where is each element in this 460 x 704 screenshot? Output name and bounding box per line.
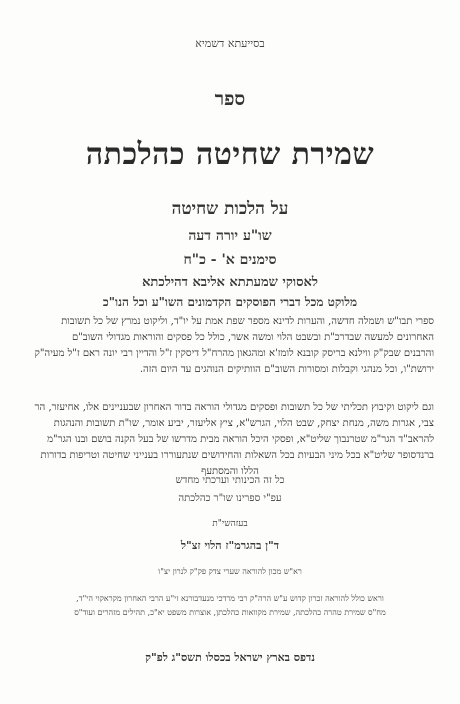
credentials-line: רא"ש מכון להוראה שערי צדק פק"ק לנרון יצ"ו (158, 567, 302, 576)
description-line: ברנדסופר שליט"א בכל מיני הבעיות בכל השאלות והחידושים שנתעוררו בענייני שחיטה וטריפות בדורות (40, 450, 434, 461)
compiled-by-note: כל זה הכינותי וערכתי מחדש (175, 475, 285, 486)
description-paragraph-1 (26, 314, 434, 378)
book-subtitle: על הלכות שחיטה (171, 199, 289, 219)
based-on-note: עפ"י ספרינו שו"ר כהלכתה (178, 493, 282, 504)
description-line: ספרי תבו"ש ושמלה חדשה, והערות לדינא מספר שפת אמת על יו"ד, וליקוט נמרץ של כל תשובות (61, 316, 434, 327)
author-credentials-1 (22, 565, 438, 579)
book-title: שמירת שחיטה כהלכתה (85, 137, 375, 172)
description-line: ירושת"ו, וכל מנהגי וקבלות ומסורות השוב"ם הוותיקים הנוהגים עד היום הזה. (139, 364, 434, 375)
aramaic-tagline: לאסוקי שמעתתא אליבא דהילכתא (142, 275, 318, 290)
with-gods-help: בעזהשי"ת (212, 519, 248, 529)
besiyata-dishmaya: בסייעתא דשמיא (195, 37, 265, 50)
sefer-label: ספר (214, 88, 246, 110)
description-line: הללו והמסתעף (201, 466, 259, 477)
credentials-line: מח"ס שמירת טהרה כהלכתה, שמירת מקוואות כהלכתן, אוצרות משפט יא"כ, תהילים מזהרים ועוד"ס (74, 608, 386, 617)
compilation-note: מלוקט מכל דברי הפוסקים הקדמונים השו"ע וכל הנו"כ (102, 295, 358, 309)
author-name: ד"ן בהגרמ"ז הלוי זצ"ל (180, 539, 280, 552)
description-line: צבי, אגרות משה, מנחת יצחק, שבט הלוי, הגרש"א, ציץ אליעזר, יביע אומר, שו"ת תשובות והנהגות (53, 418, 434, 429)
description-line: והרבנים שבק"ק ווילנא בריסק קובנא לומז'א ומהגאון מהרח"ל דיסקין ז"ל והדיין רבי יונה ראם ז"ל מעיה"ק (34, 348, 434, 359)
description-line: האחרונים למעשה שבדרכ"ת ובשבט הלוי ומשה אשר, כולל כל פסקים והוראות מגדולי השוב"ם (71, 332, 434, 343)
description-paragraph-2 (26, 400, 434, 480)
credentials-line: וראש כולל להוראה זכרון קדוש ע"ש הרה"ק רבי מרדכי מנעדבורנא זי"ע הרבי האחרון מקראקוי הי"ד, (76, 594, 384, 603)
description-line: וגם ליקוט וקיבוץ תכליתי של כל תשובות ופסקים מגדולי הוראה בדור האחרון שבעניינים אלו, אחיעזר, הר (34, 402, 434, 413)
printing-info: נדפס בארץ ישראל בכסלו תשס"ג לפ"ק (145, 651, 315, 664)
simanim-range: סימנים א' - כ"ח (183, 252, 277, 268)
author-credentials-2 (22, 592, 438, 620)
description-line: להראב"ד הגר"מ שטרנבוך שליט"א, ופסקי היכל הוראה מבית מדרשו של בעל הקנה בושם ובנו הגר"מ (47, 434, 434, 445)
shulchan-aruch-section: שו"ע יורה דעה (188, 228, 272, 244)
